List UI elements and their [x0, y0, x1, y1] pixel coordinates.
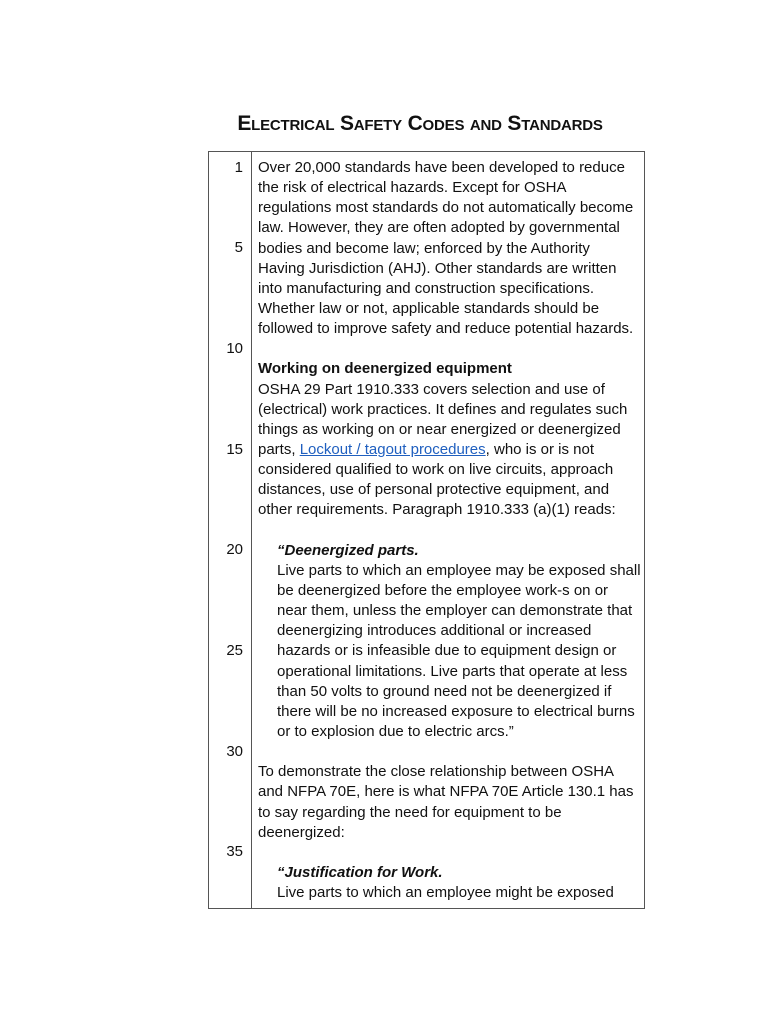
- line-number-gutter: [209, 152, 252, 908]
- line-number: 10: [226, 340, 243, 357]
- line-number: 30: [226, 743, 243, 760]
- quote-line: be deenergized before the employee work-s on or: [277, 581, 609, 599]
- text-line: law. However, they are often adopted by governmental: [258, 219, 620, 237]
- quote-line: deenergizing introduces additional or increased: [277, 622, 592, 640]
- text-line: Over 20,000 standards have been developed to reduce: [258, 159, 625, 176]
- text-fragment: , who is or is not: [485, 440, 595, 458]
- line-number: 15: [226, 441, 243, 458]
- quote-heading: “Justification for Work.: [277, 863, 443, 881]
- text-line: (electrical) work practices. It defines and regulates such: [258, 400, 628, 418]
- quote-line: or to explosion due to electric arcs.”: [277, 722, 514, 740]
- quote-line: there will be no increased exposure to electrical burns: [277, 702, 635, 720]
- text-line: things as working on or near energized or deenergized: [258, 420, 621, 438]
- text-line: into manufacturing and construction specifications.: [258, 279, 595, 297]
- quote-heading: “Deenergized parts.: [277, 541, 419, 559]
- text-line: Having Jurisdiction (AHJ). Other standards are written: [258, 259, 617, 277]
- text-line: Whether law or not, applicable standards should be: [258, 299, 600, 317]
- page-title: Electrical Safety Codes and Standards: [237, 112, 603, 135]
- line-number: 20: [226, 541, 243, 558]
- text-line: followed to improve safety and reduce potential hazards.: [258, 320, 634, 338]
- text-line: other requirements. Paragraph 1910.333 (a)(1) reads:: [258, 501, 616, 519]
- blank-line: [258, 843, 642, 863]
- quote-line: Live parts to which an employee might be exposed: [277, 884, 614, 902]
- document-body: [258, 158, 642, 903]
- text-line: deenergized:: [258, 823, 345, 841]
- quote-line: near them, unless the employer can demonstrate that: [277, 602, 633, 620]
- text-line: considered qualified to work on live circuits, approach: [258, 461, 614, 479]
- blank-line: [258, 521, 642, 541]
- blank-line: [258, 339, 642, 359]
- text-line: [258, 440, 642, 460]
- quote-line: than 50 volts to ground need not be deenergized if: [277, 682, 612, 700]
- text-fragment: parts,: [258, 440, 300, 458]
- text-line: to say regarding the need for equipment to be: [258, 803, 562, 821]
- line-number: 5: [234, 239, 243, 256]
- text-line: the risk of electrical hazards. Except for OSHA: [258, 179, 567, 197]
- blank-line: [258, 742, 642, 762]
- line-numbered-text-box: [208, 151, 645, 909]
- quote-line: Live parts to which an employee may be exposed shall: [277, 561, 641, 579]
- text-line: To demonstrate the close relationship between OSHA: [258, 763, 615, 781]
- section-heading: Working on deenergized equipment: [258, 360, 512, 378]
- text-line: and NFPA 70E, here is what NFPA 70E Article 130.1 has: [258, 783, 634, 801]
- text-line: distances, use of personal protective equipment, and: [258, 481, 610, 499]
- line-number: 35: [226, 843, 243, 860]
- line-number: 1: [234, 159, 243, 176]
- text-line: bodies and become law; enforced by the Authority: [258, 239, 590, 257]
- lockout-tagout-link[interactable]: Lockout / tagout procedures: [299, 440, 486, 458]
- quote-line: operational limitations. Live parts that operate at less: [277, 662, 628, 680]
- quote-line: hazards or is infeasible due to equipment design or: [277, 642, 617, 660]
- text-line: OSHA 29 Part 1910.333 covers selection and use of: [258, 380, 605, 398]
- text-line: regulations most standards do not automatically become: [258, 199, 634, 217]
- line-number: 25: [226, 642, 243, 659]
